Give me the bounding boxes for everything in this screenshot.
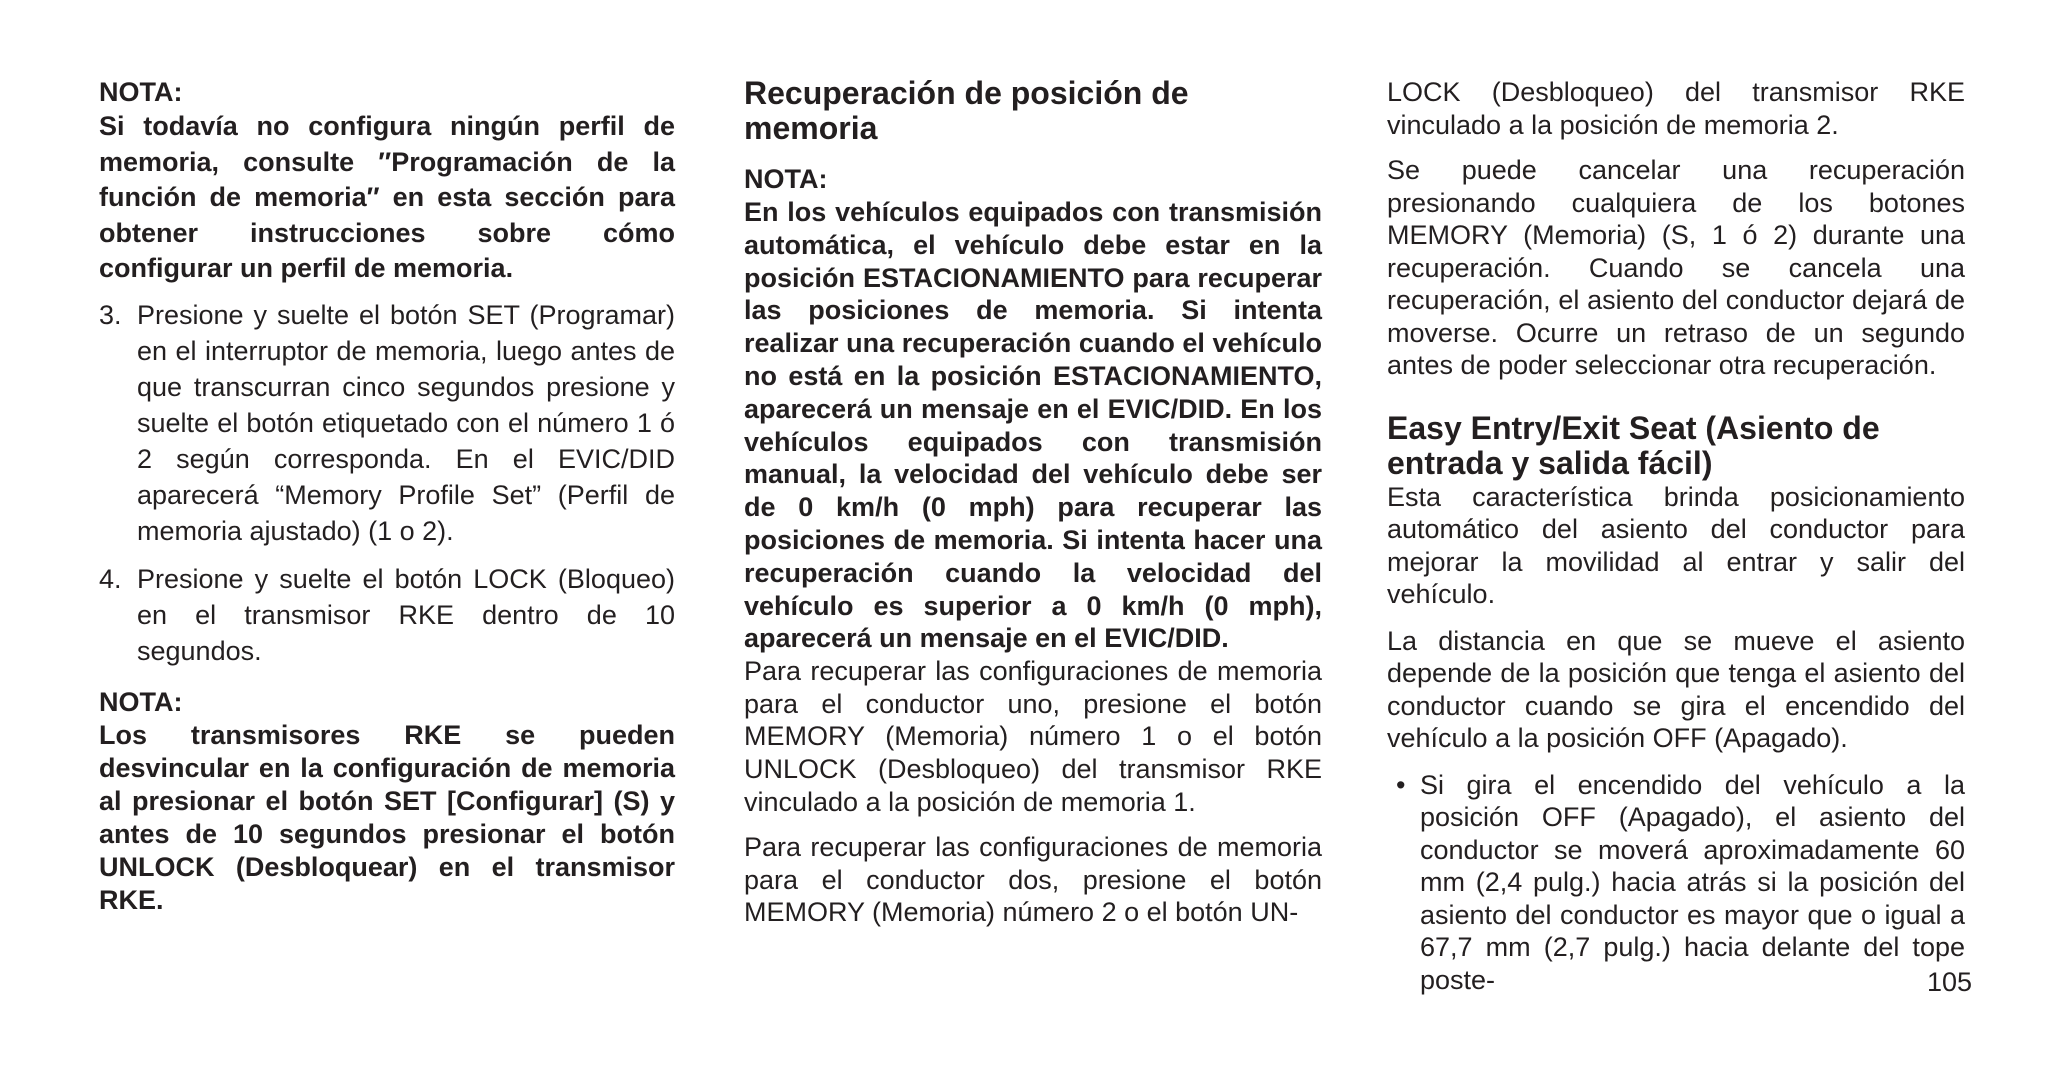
note-label: NOTA:	[99, 686, 183, 717]
paragraph: Para recuperar las configuraciones de memoria para el conductor dos, presione el botón MEMORY (Memoria) número 2 o el botón UN-	[744, 832, 1322, 928]
note-label: NOTA:	[99, 77, 183, 107]
left-column	[99, 76, 675, 917]
list-item-number: 4.	[99, 563, 122, 594]
list-item-text: Presione y suelte el botón SET (Programar) en el interruptor de memoria, luego antes de que transcurran cinco segundos presione y suelte el botón etiquetado con el número 1 ó 2 según corresponda. En el EVIC/DID aparecerá “Memory Profile Set” (Perfil de memoria ajustado) (1 o 2).	[137, 299, 675, 546]
note-text: En los vehículos equipados con transmisión automática, el vehículo debe estar en la posición ESTACIONAMIENTO para recuperar las posiciones de memoria. Si intenta realizar una recuperación cuando el vehículo no está en la posición ESTACIONAMIENTO, aparecerá un mensaje en el EVIC/DID. En los vehículos equipados con transmisión manual, la velocidad del vehículo debe ser de 0 km/h (0 mph) para recuperar las posiciones de memoria. Si intenta hacer una recuperación cuando la velocidad del vehículo es superior a 0 km/h (0 mph), aparecerá un mensaje en el EVIC/DID.	[744, 197, 1322, 654]
list-item-text: Presione y suelte el botón LOCK (Bloqueo) en el transmisor RKE dentro de 10 segundos.	[137, 563, 675, 666]
list-item	[99, 297, 675, 549]
paragraph: Esta característica brinda posicionamiento automático del asiento del conductor para mejorar la movilidad al entrar y salir del vehículo.	[1387, 481, 1965, 609]
list-item-number: 3.	[99, 299, 122, 330]
bullet-text: Si gira el encendido del vehículo a la posición OFF (Apagado), el asiento del conductor se moverá aproximadamente 60 mm (2,4 pulg.) hacia atrás si la posición del asiento del conductor es mayor que o igual a 67,7 mm (2,7 pulg.) hacia delante del tope poste-	[1420, 769, 1965, 995]
bullet-item	[1387, 769, 1965, 997]
bullet-icon: •	[1396, 769, 1406, 800]
right-column	[1387, 76, 1965, 996]
note-text: Los transmisores RKE se pueden desvincular en la configuración de memoria al presionar el botón SET [Configurar] (S) y antes de 10 segundos presionar el botón UNLOCK (Desbloquear) en el transmisor RKE.	[99, 719, 675, 915]
paragraph: Se puede cancelar una recuperación presionando cualquiera de los botones MEMORY (Memoria) (S, 1 ó 2) durante una recuperación. Cuando se cancela una recuperación, el asiento del conductor dejará de moverse. Ocurre un retraso de un segundo antes de poder seleccionar otra recuperación.	[1387, 155, 1965, 380]
paragraph: La distancia en que se mueve el asiento depende de la posición que tenga el asiento del conductor cuando se gira el encendido del vehículo a la posición OFF (Apagado).	[1387, 625, 1965, 753]
section-heading: Easy Entry/Exit Seat (Asiento de entrada y salida fácil)	[1387, 409, 1880, 481]
paragraph: LOCK (Desbloqueo) del transmisor RKE vinculado a la posición de memoria 2.	[1387, 77, 1965, 140]
middle-column	[744, 76, 1322, 929]
page-number: 105	[1926, 967, 1972, 997]
numbered-list	[99, 297, 675, 669]
paragraph: Para recuperar las configuraciones de memoria para el conductor uno, presione el botón MEMORY (Memoria) número 1 o el botón UNLOCK (Desbloqueo) del transmisor RKE vinculado a la posición de memoria 1.	[744, 656, 1322, 817]
section-heading: Recuperación de posición de memoria	[744, 75, 1189, 146]
note-label: NOTA:	[744, 164, 828, 194]
list-item	[99, 561, 675, 669]
note-text: Si todavía no configura ningún perfil de memoria, consulte ″Programación de la función de memoria″ en esta sección para obtener instrucciones sobre cómo configurar un perfil de memoria.	[99, 111, 675, 283]
